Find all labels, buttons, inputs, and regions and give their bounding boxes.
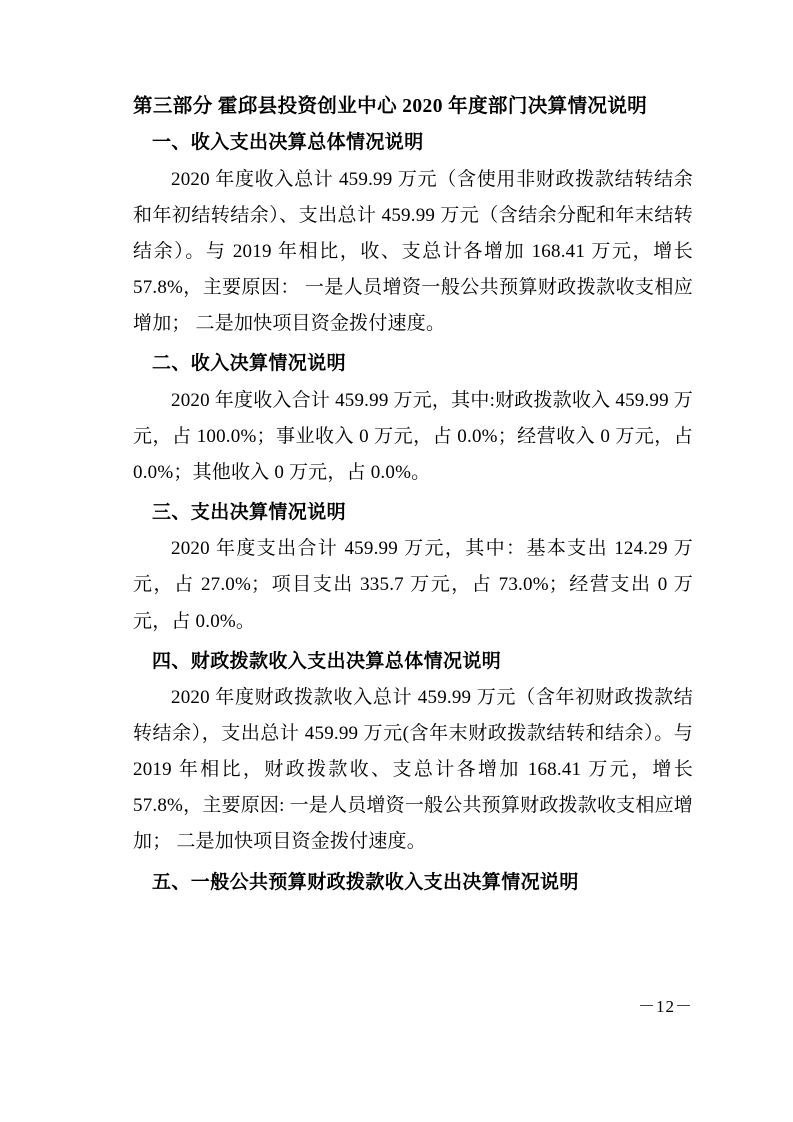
page-number: －12－	[638, 997, 693, 1016]
page-title: 第三部分 霍邱县投资创业中心 2020 年度部门决算情况说明	[133, 96, 648, 117]
section-heading-4: 四、财政拨款收入支出决算总体情况说明	[152, 650, 502, 672]
section-heading-3: 三、支出决算情况说明	[152, 501, 347, 523]
document-body	[133, 92, 693, 901]
section-heading-2: 二、收入决算情况说明	[152, 353, 347, 375]
section-paragraph-2-1: 2020 年度收入合计 459.99 万元，其中:财政拨款收入 459.99 万元，占 100.0%；事业收入 0 万元，占 0.0%；经营收入 0 万元，占 0.0%；其他收入 0 万元，占 0.0%。	[133, 389, 693, 483]
section-paragraph-4-1: 2020 年度财政拨款收入总计 459.99 万元（含年初财政拨款结转结余），支出总计 459.99 万元(含年末财政拨款结转和结余）。与 2019 年相比，财政拨款收、支总计各增加 168.41 万元，增长 57.8%，主要原因: 一是人员增资一般公共预算财政拨款收支相应增加； 二是加快项目资金拨付速度。	[133, 687, 693, 853]
section-heading-1: 一、收入支出决算总体情况说明	[152, 132, 424, 154]
section-paragraph-3-1: 2020 年度支出合计 459.99 万元，其中：基本支出 124.29 万元，占 27.0%；项目支出 335.7 万元，占 73.0%；经营支出 0 万元，占 0.0%。	[133, 538, 693, 632]
section-heading-5: 五、一般公共预算财政拨款收入支出决算情况说明	[152, 871, 579, 893]
section-paragraph-1-1: 2020 年度收入总计 459.99 万元（含使用非财政拨款结转结余和年初结转结余）、支出总计 459.99 万元（含结余分配和年末结转结余）。与 2019 年相比，收、支总计各增加 168.41 万元，增长 57.8%，主要原因： 一是人员增资一般公共预算财政拨款收支相应增加； 二是加快项目资金拨付速度。	[133, 168, 693, 335]
